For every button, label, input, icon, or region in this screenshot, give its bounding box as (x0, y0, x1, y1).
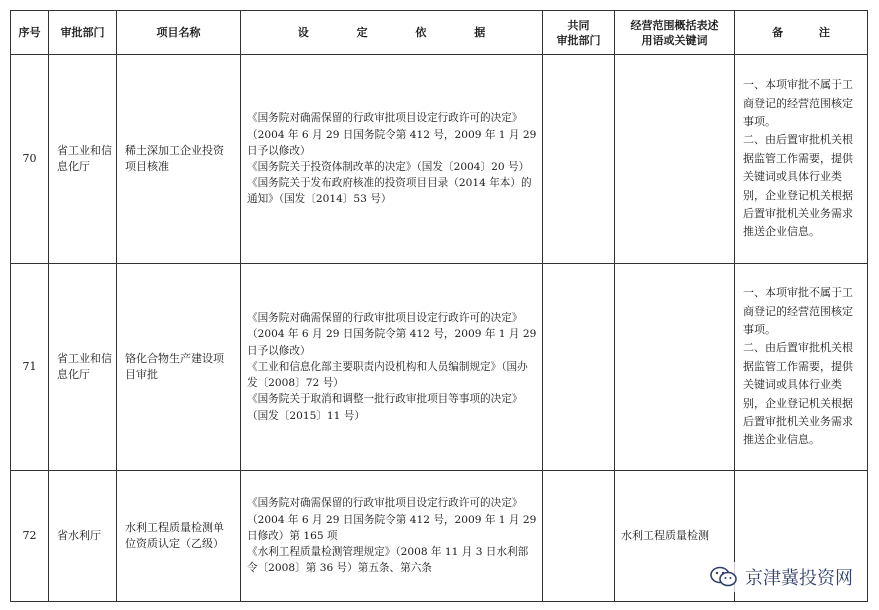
header-dept: 审批部门 (49, 11, 117, 55)
row-basis: 《国务院对确需保留的行政审批项目设定行政许可的决定》（2004 年 6 月 29 日国务院令第 412 号，2009 年 1 月 29 日修改）第 165 项 《水利工程质量检测管理规定》（2008 年 11 月 3 日水利部令〔2008〕第 36 号）第五条、第六条 (241, 471, 543, 602)
row-dept: 省工业和信息化厅 (49, 264, 117, 471)
header-scope: 经营范围概括表述 用语或关键词 (615, 11, 735, 55)
table-header-row (11, 11, 868, 55)
row-joint (543, 264, 615, 471)
watermark (705, 562, 857, 592)
row-no: 71 (11, 264, 49, 471)
row-scope (615, 55, 735, 264)
row-note: 一、本项审批不属于工商登记的经营范围核定事项。 二、由后置审批机关根据监管工作需要，提供关键词或具体行业类别，企业登记机关根据后置审批机关业务需求推送企业信息。 (735, 264, 868, 471)
row-dept: 省水利厅 (49, 471, 117, 602)
row-joint (543, 471, 615, 602)
approval-table-sheet (10, 10, 867, 610)
row-joint (543, 55, 615, 264)
wechat-icon (709, 565, 739, 589)
header-basis: 设 定 依 据 (241, 11, 543, 55)
row-no: 72 (11, 471, 49, 602)
row-basis: 《国务院对确需保留的行政审批项目设定行政许可的决定》（2004 年 6 月 29 日国务院令第 412 号，2009 年 1 月 29 日予以修改） 《国务院关于投资体制改革的决定》（国发〔2004〕20 号） 《国务院关于发布政府核准的投资项目目录（2014 年本）的通知》（国发〔2014〕53 号） (241, 55, 543, 264)
approval-items-table (10, 10, 868, 602)
header-name: 项目名称 (117, 11, 241, 55)
row-name: 铬化合物生产建设项目审批 (117, 264, 241, 471)
row-scope: 水利工程质量检测 (615, 471, 735, 602)
table-row (11, 55, 868, 264)
row-name: 水利工程质量检测单位资质认定（乙级） (117, 471, 241, 602)
header-joint: 共同 审批部门 (543, 11, 615, 55)
header-note: 备 注 (735, 11, 868, 55)
row-scope (615, 264, 735, 471)
row-note: 一、本项审批不属于工商登记的经营范围核定事项。 二、由后置审批机关根据监管工作需要，提供关键词或具体行业类别，企业登记机关根据后置审批机关业务需求推送企业信息。 (735, 55, 868, 264)
watermark-text: 京津冀投资网 (745, 568, 853, 589)
header-no: 序号 (11, 11, 49, 55)
row-basis: 《国务院对确需保留的行政审批项目设定行政许可的决定》（2004 年 6 月 29 日国务院令第 412 号，2009 年 1 月 29 日予以修改） 《工业和信息化部主要职责内设机构和人员编制规定》（国办发〔2008〕72 号） 《国务院关于取消和调整一批行政审批项目等事项的决定》（国发〔2015〕11 号） (241, 264, 543, 471)
row-dept: 省工业和信息化厅 (49, 55, 117, 264)
row-no: 70 (11, 55, 49, 264)
table-row (11, 264, 868, 471)
row-name: 稀土深加工企业投资项目核准 (117, 55, 241, 264)
